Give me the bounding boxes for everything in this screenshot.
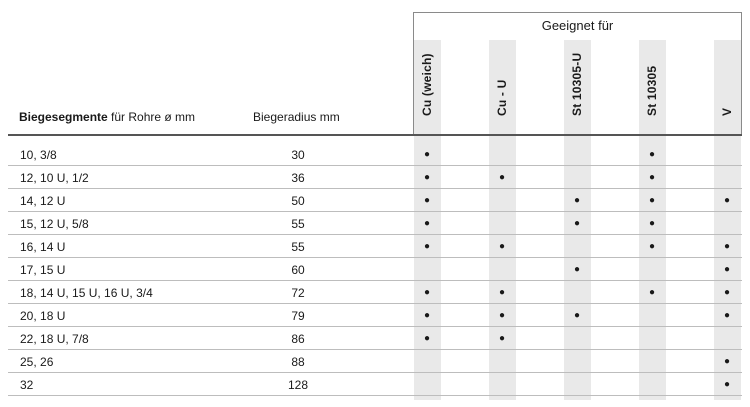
suitable-mark: ●	[648, 149, 656, 160]
suitable-mark: ●	[573, 264, 581, 275]
group-border-right	[741, 12, 742, 134]
suitable-mark: ●	[498, 310, 506, 321]
segment-cell: 18, 14 U, 15 U, 16 U, 3/4	[20, 286, 153, 300]
suitable-mark: ●	[498, 172, 506, 183]
table-row	[8, 166, 742, 189]
table-row	[8, 235, 742, 258]
segment-cell: 20, 18 U	[20, 309, 66, 323]
radius-cell: 55	[291, 240, 305, 254]
radius-cell: 79	[291, 309, 305, 323]
radius-cell: 55	[291, 217, 305, 231]
table-row	[8, 350, 742, 373]
suitable-mark: ●	[498, 241, 506, 252]
suitable-mark: ●	[723, 287, 731, 298]
header-divider	[8, 134, 742, 136]
column-header-label: St 10305-U	[570, 52, 584, 116]
suitable-mark: ●	[723, 356, 731, 367]
suitable-mark: ●	[648, 195, 656, 206]
table-row	[8, 281, 742, 304]
column-header-segment-rest: für Rohre ø mm	[107, 110, 196, 124]
suitable-mark: ●	[423, 333, 431, 344]
suitable-mark: ●	[723, 310, 731, 321]
column-header-v	[714, 40, 740, 130]
suitable-mark: ●	[423, 195, 431, 206]
suitable-mark: ●	[423, 241, 431, 252]
suitable-mark: ●	[498, 287, 506, 298]
row-divider	[8, 395, 742, 396]
radius-cell: 50	[291, 194, 305, 208]
suitable-mark: ●	[423, 310, 431, 321]
suitable-mark: ●	[498, 333, 506, 344]
radius-cell: 60	[291, 263, 305, 277]
column-header-label: V	[720, 107, 734, 116]
table-row	[8, 304, 742, 327]
column-header-segment	[19, 110, 195, 124]
segment-cell: 16, 14 U	[20, 240, 66, 254]
segment-cell: 14, 12 U	[20, 194, 66, 208]
suitable-mark: ●	[723, 241, 731, 252]
suitable-mark: ●	[573, 218, 581, 229]
segment-cell: 15, 12 U, 5/8	[20, 217, 89, 231]
column-header-label: St 10305	[645, 65, 659, 116]
suitable-mark: ●	[573, 310, 581, 321]
suitable-mark: ●	[423, 218, 431, 229]
segment-cell: 22, 18 U, 7/8	[20, 332, 89, 346]
column-header-label: Cu - U	[495, 79, 509, 116]
segment-cell: 12, 10 U, 1/2	[20, 171, 89, 185]
radius-cell: 86	[291, 332, 305, 346]
radius-cell: 128	[287, 378, 309, 392]
radius-cell: 30	[291, 148, 305, 162]
suitable-mark: ●	[723, 195, 731, 206]
column-header-label: Cu (weich)	[420, 53, 434, 116]
suitable-mark: ●	[648, 241, 656, 252]
radius-cell: 88	[291, 355, 305, 369]
table-row	[8, 189, 742, 212]
suitable-mark: ●	[423, 172, 431, 183]
column-header-cu-u	[489, 40, 515, 130]
table-row	[8, 143, 742, 166]
suitable-mark: ●	[648, 172, 656, 183]
table-row	[8, 373, 742, 396]
suitable-mark: ●	[723, 379, 731, 390]
column-header-st-10305	[639, 40, 665, 130]
table-row	[8, 327, 742, 350]
suitable-mark: ●	[423, 287, 431, 298]
column-header-segment-bold: Biegesegmente	[19, 110, 108, 124]
suitable-mark: ●	[423, 149, 431, 160]
suitable-mark: ●	[573, 195, 581, 206]
table-row	[8, 258, 742, 281]
column-header-cu-weich	[414, 40, 440, 130]
suitable-mark: ●	[648, 287, 656, 298]
segment-cell: 17, 15 U	[20, 263, 66, 277]
radius-cell: 72	[291, 286, 305, 300]
column-header-radius: Biegeradius mm	[253, 110, 340, 124]
group-header-geeignet: Geeignet für	[413, 12, 742, 37]
segment-cell: 32	[20, 378, 34, 392]
segment-cell: 10, 3/8	[20, 148, 57, 162]
suitable-mark: ●	[648, 218, 656, 229]
radius-cell: 36	[291, 171, 305, 185]
suitable-mark: ●	[723, 264, 731, 275]
table-row	[8, 212, 742, 235]
column-header-st-10305-u	[564, 40, 590, 130]
segment-cell: 25, 26	[20, 355, 54, 369]
